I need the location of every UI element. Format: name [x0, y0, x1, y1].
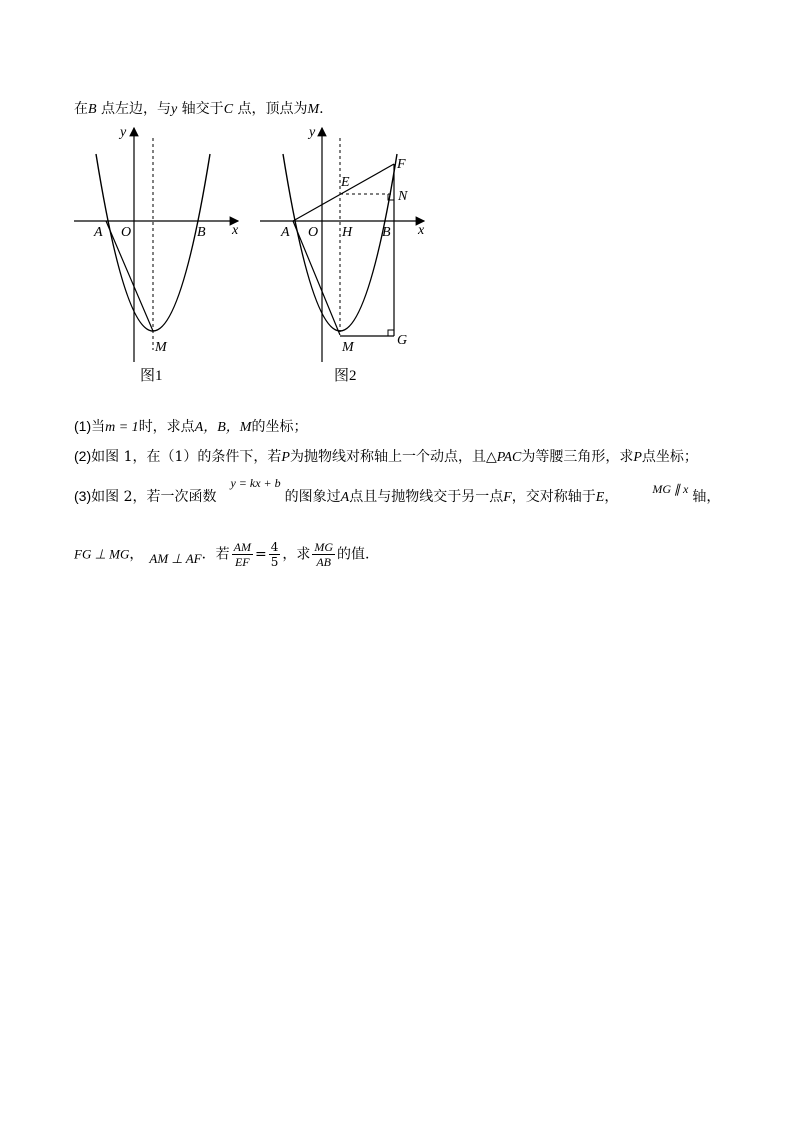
- fig1-label-y: y: [120, 125, 127, 140]
- question-3-cont: [74, 540, 369, 569]
- q3-frac1-denominator: EF: [234, 555, 250, 569]
- fig2-label-x: x: [418, 223, 425, 238]
- fig2-label-y: y: [309, 125, 316, 140]
- question-3: [74, 476, 721, 506]
- fig2-label-o: O: [308, 225, 319, 240]
- q3-frac2-denominator: 5: [270, 555, 279, 569]
- fig2-label-a: A: [281, 225, 290, 240]
- fig2-label-f: F: [397, 157, 406, 172]
- q3-frac2-numerator: 4: [270, 540, 279, 554]
- figure-1: [74, 125, 239, 384]
- q3-perp-fg-mg: FG ⊥ MG: [74, 546, 130, 562]
- q2-point-p-2: P: [633, 450, 642, 465]
- q3-perp-am-af: AM ⊥ AF: [149, 550, 202, 566]
- q3-text-9: 的值.: [337, 546, 370, 563]
- intro-text-5: .: [319, 101, 324, 117]
- q3-text-4: ，交对称轴于: [511, 489, 596, 505]
- fig1-label-m: M: [155, 340, 167, 355]
- q1-text-3: 的坐标；: [251, 419, 308, 435]
- fig1-label-x: x: [232, 223, 239, 238]
- fig2-label-m: M: [342, 340, 354, 355]
- fig2-right-angle-g: [388, 330, 394, 336]
- q3-sep-1: ，: [129, 546, 144, 563]
- fig2-label-b: B: [382, 225, 391, 240]
- q1-text-2: 时，求点: [138, 419, 195, 435]
- intro-point-c: C: [223, 102, 234, 117]
- q2-point-p: P: [281, 450, 290, 465]
- intro-point-b: B: [88, 102, 97, 117]
- q3-point-a: A: [340, 490, 350, 505]
- intro-text-1: 在: [74, 101, 88, 117]
- q3-parallel: MG ∥ x: [652, 482, 689, 496]
- q1-condition: m = 1: [105, 420, 139, 435]
- fig2-label-n: N: [398, 189, 408, 204]
- intro-text-4: 点，顶点为: [233, 101, 308, 117]
- intro-text-2: 点左边，与: [96, 101, 172, 117]
- q3-fraction-mg-ab: [312, 540, 335, 569]
- q2-number: (2): [74, 448, 92, 464]
- q2-text-4: 点坐标；: [641, 449, 698, 465]
- fig1-label-o: O: [121, 225, 132, 240]
- q3-text-2: 的图象过: [284, 489, 341, 505]
- q3-fraction-4-5: [269, 540, 281, 569]
- question-2: [74, 446, 698, 466]
- q1-number: (1): [74, 418, 92, 434]
- q2-text-3: 为等腰三角形，求: [521, 449, 634, 465]
- q3-fraction-am-ef: [232, 540, 253, 569]
- fig2-line-af: [293, 164, 394, 221]
- fig2-label-g: G: [397, 333, 408, 348]
- q3-point-e: E: [595, 490, 605, 505]
- q3-equals: =: [254, 546, 267, 563]
- q3-text-1: 如图 2，若一次函数: [91, 489, 217, 505]
- q3-point-f: F: [503, 490, 512, 505]
- question-1: [74, 416, 307, 436]
- q3-frac3-numerator: MG: [314, 540, 333, 554]
- q3-text-3: 点且与抛物线交于另一点: [349, 489, 504, 505]
- intro-text-3: 轴交于: [177, 101, 224, 117]
- fig2-caption: 图2: [334, 368, 357, 384]
- q3-text-5: ，: [604, 489, 619, 505]
- q2-triangle: △PAC: [485, 450, 522, 465]
- figure-2: [260, 125, 425, 384]
- q2-text-2: 为抛物线对称轴上一个动点，且: [289, 449, 486, 465]
- fig1-caption: 图1: [140, 368, 163, 384]
- q3-text-7: ．若: [201, 546, 230, 563]
- fig1-label-b: B: [197, 225, 206, 240]
- q3-frac3-denominator: AB: [316, 555, 331, 569]
- intro-y-axis: y: [171, 102, 178, 117]
- q1-text-1: 当: [91, 419, 106, 435]
- q1-points: A，B，M: [194, 420, 252, 435]
- q3-function: y = kx + b: [230, 476, 281, 490]
- q3-text-8: ，求: [282, 546, 311, 563]
- fig2-label-e: E: [341, 175, 350, 190]
- q3-number: (3): [74, 488, 92, 504]
- intro-vertex-m: M: [307, 102, 320, 117]
- q3-text-6: 轴，: [692, 489, 721, 505]
- figures: [0, 110, 800, 410]
- fig1-label-a: A: [94, 225, 103, 240]
- q3-frac1-numerator: AM: [233, 540, 251, 554]
- q2-text-1: 如图 1，在（1）的条件下，若: [91, 449, 282, 465]
- fig2-label-h: H: [342, 225, 353, 240]
